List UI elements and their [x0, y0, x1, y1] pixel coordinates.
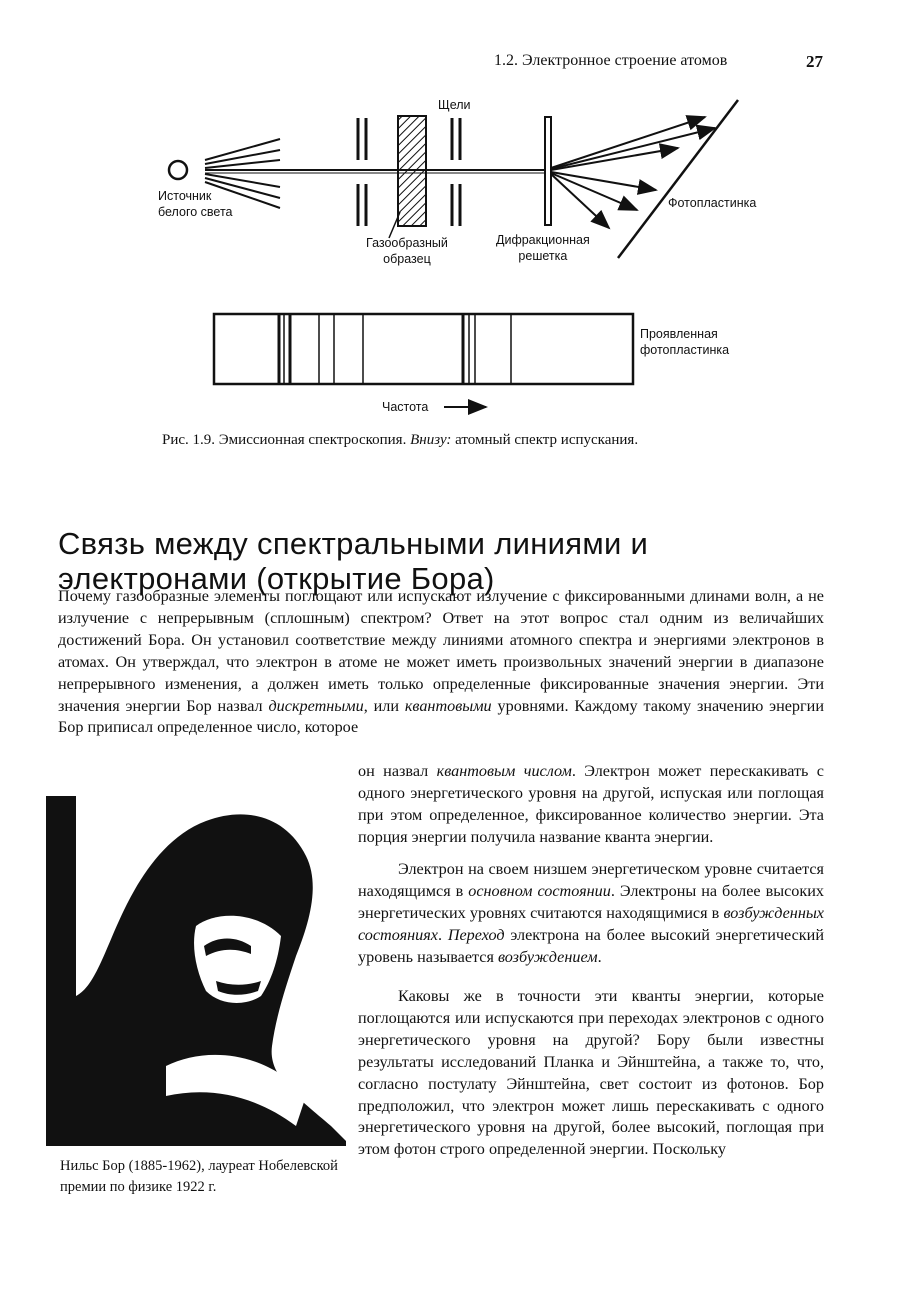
p1-text-d: он назвал [358, 762, 437, 780]
source-label-line2: белого света [158, 205, 233, 219]
gas-sample-label-line2: образец [383, 252, 431, 266]
grating-label-line1: Дифракционная [496, 233, 590, 247]
running-head: 1.2. Электронное строение атомов [494, 52, 728, 69]
developed-plate [214, 314, 633, 384]
caption-italic: Внизу: [410, 432, 452, 448]
grating-label [496, 232, 590, 264]
source-label [158, 188, 232, 220]
p1-italic-b: квантовыми [404, 696, 492, 715]
page-number: 27 [806, 52, 823, 71]
p2-text-a: Электрон на своем низшем энергетическом уровне считается находящимся в [358, 860, 824, 900]
paragraph-1-continued [358, 761, 824, 849]
bohr-portrait [46, 796, 346, 1146]
p1-italic-a: дискретными [268, 696, 364, 715]
p1-text-e: . Электрон может перескакивать с одного энергетического уровня на другой, испуская или поглощая при этом определенное, фиксированное количество энергии. Эта порция энергии получила название кванта энергии. [358, 762, 824, 846]
p2-italic-d: возбуждением [497, 947, 598, 966]
gas-sample-label [366, 235, 448, 267]
photographic-plate [618, 100, 738, 258]
p2-italic-c: Переход [447, 925, 505, 944]
caption-rest: атомный спектр испускания. [455, 432, 639, 448]
p1-italic-c: квантовым числом [436, 762, 572, 780]
figure-caption [162, 432, 638, 449]
emission-spectroscopy-diagram [0, 0, 912, 420]
p2-text-c: . [438, 925, 448, 944]
diffraction-grating [545, 117, 551, 225]
right-slits [452, 118, 460, 226]
frequency-label: Частота [382, 400, 429, 414]
paragraph-1 [58, 586, 824, 739]
gas-sample-cell [398, 116, 426, 226]
developed-plate-label [640, 326, 729, 358]
developed-plate-label-line1: Проявленная [640, 327, 718, 341]
portrait-caption: Нильс Бор (1885-1962), лауреат Нобелевской премии по физике 1922 г. [60, 1158, 338, 1195]
p1-text-c: уровнями. Каждому такому значению энергии Бор приписал определенное число, которое [58, 696, 824, 737]
left-slits [358, 118, 366, 226]
p1-text-a: Почему газообразные элементы поглощают или испускают излучение с фиксированными длинами волн, а не излучение с непрерывным (сплошным) спектром? Ответ на этот вопрос стал одним из величайших достижений Бора. Он установил соответствие между линиями атомного спектра и энергиями электронов в атомах. Он утверждал, что электрон в атоме не может иметь произвольных значений энергии в диапазоне непрерывного изменения, а должен иметь только определенные фиксированные значения энергии. Эти значения энергии Бор назвал [58, 587, 824, 715]
slits-label: Щели [438, 98, 471, 112]
light-source-icon [169, 161, 187, 179]
paragraph-2 [358, 859, 824, 969]
source-label-line1: Источник [158, 189, 212, 203]
grating-label-line2: решетка [518, 249, 568, 263]
p1-text-b: , или [363, 696, 405, 715]
p2-italic-a: основном состоянии [468, 881, 611, 900]
gas-sample-label-line1: Газообразный [366, 236, 448, 250]
developed-plate-label-line2: фотопластинка [640, 343, 730, 357]
section-title: Связь между спектральными линиями и электронами (открытие Бора) [58, 525, 649, 596]
caption-lead: Рис. 1.9. Эмиссионная спектроскопия. [162, 432, 407, 448]
p2-italic-b: возбужденных состояниях [358, 903, 824, 944]
paragraph-3: Каковы же в точности эти кванты энергии, которые поглощаются или испускаются при переходах электронов с одного энергетического уровня на другой? Бору были известны результаты исследований Планка и Эйнштейна, а также то, что, согласно постулату Эйнштейна, свет состоит из фотонов. Бор предположил, что электрон может лишь перескакивать с одного энергетического уровня на другой, более высокий, поглощая при этом фотон строго определенной энергии. Поскольку [358, 987, 824, 1159]
p2-text-e: . [597, 947, 602, 966]
photoplate-label: Фотопластинка [668, 196, 757, 210]
p2-text-b: . Электроны на более высоких энергетических уровнях считаются находящимися в [358, 881, 825, 922]
diffracted-rays [551, 117, 715, 228]
p2-text-d: электрона на более высокий энергетический уровень называется [358, 925, 825, 966]
